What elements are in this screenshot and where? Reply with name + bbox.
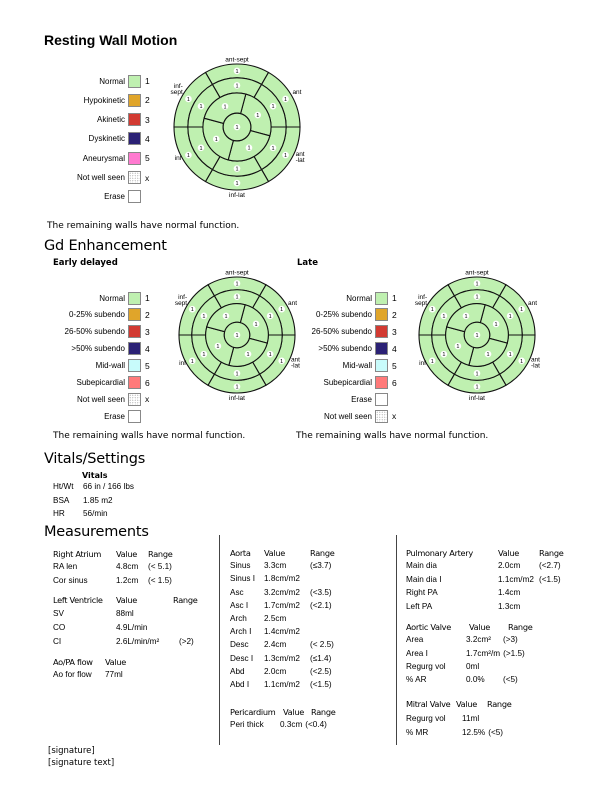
aorta-cell-5-0: Arch I [230,627,252,637]
color-swatch-akinetic[interactable] [128,113,141,126]
pulmonary_artery-header-1: Value [498,548,519,558]
pulmonary_artery-cell-0-2: (<2.7) [539,561,561,571]
legend-code: 1 [145,76,150,86]
segment-value: 1 [235,125,239,131]
color-swatch-26-50-subendo[interactable] [128,325,141,338]
segment-value: 1 [199,145,203,152]
segment-value: 1 [475,384,479,391]
legend-item-subepicardial[interactable] [45,375,150,391]
segment-value: 1 [442,352,446,359]
legend-code: x [145,172,150,183]
mitral_valve-cell-0-1: 11ml [462,713,480,723]
pulmonary_artery-cell-0-0: Main dia [406,561,437,571]
aorta-cell-7-0: Desc I [230,653,254,663]
legend-item-mid-wall[interactable] [292,358,397,374]
segment-value: 1 [235,371,239,378]
color-swatch-mid-wall[interactable] [128,359,141,372]
left_ventricle-header-1: Value [116,595,137,605]
vitals-label-hr: HR [53,509,65,518]
mitral_valve-cell-0-0: Regurg vol [406,713,446,723]
legend-code: 5 [145,153,150,164]
label-inf-lat: inf-lat [469,395,485,402]
aortic_valve-cell-2-0: Regurg vol [406,661,446,671]
legend-label: Mid-wall [95,361,125,371]
right_atrium-cell-1-1: 1.2cm [116,575,139,585]
legend-label: Normal [346,293,372,303]
aortic_valve-cell-1-0: Area I [406,648,428,658]
legend-item-not-well-seen[interactable] [45,391,149,407]
segment-value: 1 [520,358,524,365]
legend-label: 26-50% subendo [64,327,125,337]
mitral_valve-header-1: Value [456,699,477,709]
legend-label: 0-25% subendo [68,310,125,320]
aorta-cell-0-0: Sinus [230,561,251,571]
aorta-cell-1-0: Sinus I [230,574,256,584]
left_ventricle-cell-1-1: 4.9L/min [116,623,148,632]
aortic_valve-cell-0-1: 3.2cm² [466,635,492,645]
aorta-cell-3-0: Asc I [230,600,249,610]
segment-value: 1 [256,113,260,120]
legend-item-0-25-subendo[interactable] [292,307,397,323]
legend-code: 5 [145,360,150,371]
segment-value: 1 [199,104,203,111]
segment-value: 1 [284,96,288,103]
legend-code: 2 [145,95,150,106]
pulmonary_artery-cell-2-1: 1.4cm [498,588,521,598]
aorta-cell-6-2: (< 2.5) [310,640,334,650]
segment-value: 1 [235,166,239,173]
aorta-cell-1-1: 1.8cm/m2 [264,574,300,584]
color-swatch-0-25-subendo[interactable] [128,308,141,321]
segment-value: 1 [190,307,194,314]
legend-item-erase[interactable] [292,391,392,407]
color-swatch-normal[interactable] [375,292,388,305]
aortic_valve-header-1: Value [469,622,490,632]
color-swatch-0-25-subendo[interactable] [375,308,388,321]
segment-value: 1 [186,153,190,160]
pericardium-cell-0-2: (<0.4) [305,720,327,730]
vitals-value-hr: 56/min [83,509,108,518]
signature: [signature] [48,746,95,756]
legend-item-akinetic[interactable] [45,112,150,128]
aortic_valve-cell-1-1: 1.7cm²/m [466,648,501,658]
legend-item-aneurysmal[interactable] [45,150,150,166]
legend-item-dyskinetic[interactable] [45,131,150,147]
aorta-header-0: Aorta [230,548,251,558]
legend-code: 6 [145,377,150,388]
late-note: The remaining walls have normal function. [296,431,489,441]
label-ant-lat-2: -lat [530,362,540,370]
segment-value: 1 [190,358,194,365]
right_atrium-cell-1-2: (< 1.5) [148,575,172,585]
segment-value: 1 [235,281,239,288]
aorta-cell-7-1: 1.3cm/m2 [264,653,300,663]
aortic_valve-cell-3-1: 0.0% [466,675,485,685]
legend-code: x [392,411,397,422]
segment-value: 1 [235,181,239,188]
label-inf-sept-2: sept [174,300,188,308]
color-swatch-26-50-subendo[interactable] [375,325,388,338]
segment-value: 1 [235,68,239,75]
segment-value: 1 [280,358,284,365]
color-swatch-50-subendo[interactable] [128,342,141,355]
resting-wall-motion-title: Resting Wall Motion [44,32,178,48]
left_ventricle-cell-2-0: CI [53,637,62,646]
legend-label: >50% subendo [318,344,372,354]
color-swatch-erase[interactable] [375,393,388,406]
color-swatch-mid-wall[interactable] [375,359,388,372]
pulmonary_artery-cell-2-0: Right PA [406,588,438,598]
legend-code: 4 [145,343,150,354]
color-swatch-not-well-seen[interactable] [128,171,141,184]
right_atrium-cell-1-0: Cor sinus [53,575,88,585]
aorta-cell-4-0: Arch [230,614,247,623]
legend-item-0-25-subendo[interactable] [45,307,150,323]
segment-value: 1 [430,307,434,314]
aortic_valve-cell-3-0: % AR [406,675,427,685]
legend-code: 5 [392,360,397,371]
aorta-cell-8-0: Abd [230,666,245,676]
segment-value: 1 [442,313,446,320]
label-inf-lat: inf-lat [229,395,245,402]
pulmonary_artery-header-2: Range [539,548,564,558]
column-divider-1 [219,535,220,745]
aorta-cell-2-2: (<3.5) [310,587,332,597]
legend-label: Not well seen [76,394,125,404]
pericardium-header-2: Range [311,707,336,717]
aorta-cell-0-2: (≤3.7) [310,561,332,571]
legend-label: Erase [104,192,125,202]
label-ant-lat-2: -lat [290,362,300,370]
segment-value: 1 [223,104,227,111]
segment-value: 1 [475,371,479,378]
early-delayed-bullseye[interactable] [150,269,310,405]
color-swatch-normal[interactable] [128,292,141,305]
label-inf: inf [419,360,426,368]
segment-value: 1 [246,352,250,359]
aorta-cell-6-1: 2.4cm [264,640,287,650]
segment-value: 1 [520,307,524,314]
label-inf-sept-2: sept [170,88,183,96]
aortic_valve-cell-0-2: (>3) [503,635,518,645]
label-ant-lat-2: -lat [295,156,305,164]
color-swatch-subepicardial[interactable] [375,376,388,389]
pulmonary_artery-cell-3-1: 1.3cm [498,601,521,611]
legend-code: 2 [392,309,397,320]
segment-value: 1 [202,313,206,320]
segment-value: 1 [456,344,460,351]
legend-item-50-subendo[interactable] [45,341,150,357]
color-swatch-normal[interactable] [128,75,141,88]
label-ant-lat-1: ant [290,356,300,364]
left_ventricle-cell-2-1: 2.6L/min/m² [116,637,160,646]
ao_pa_flow-cell-0-1: 77ml [105,670,123,680]
aorta-cell-0-1: 3.3cm [264,561,287,571]
left_ventricle-cell-0-0: SV [53,609,64,618]
label-ant-lat-1: ant [530,356,540,364]
segment-value: 1 [235,384,239,391]
legend-label: Mid-wall [342,361,372,371]
color-swatch-not-well-seen[interactable] [128,393,141,406]
segment-value: 1 [235,333,239,339]
ao_pa_flow-header-1: Value [105,657,126,667]
legend-code: 2 [145,309,150,320]
aorta-cell-9-1: 1.1cm/m2 [264,680,300,689]
segment-value: 1 [280,307,284,314]
color-swatch-subepicardial[interactable] [128,376,141,389]
legend-code: 3 [145,114,150,125]
mitral_valve-header-2: Range [487,699,512,709]
pulmonary_artery-header-0: Pulmonary Artery [406,548,473,558]
aorta-cell-8-2: (<2.5) [310,666,332,676]
left_ventricle-cell-1-0: CO [53,623,66,632]
legend-label: Erase [104,411,125,421]
segment-value: 1 [247,145,251,152]
column-divider-2 [396,535,397,745]
legend-code: x [145,394,150,405]
mitral_valve-header-0: Mitral Valve [406,699,451,709]
segment-value: 1 [214,136,218,143]
legend-item-not-well-seen[interactable] [45,170,149,186]
label-ant: ant [288,299,298,307]
aorta-cell-9-0: Abd I [230,680,250,689]
pericardium-cell-0-1: 0.3cm [280,720,303,730]
segment-value: 1 [268,352,272,359]
late-title: Late [297,258,318,268]
aorta-header-2: Range [310,548,335,558]
legend-code: 1 [392,293,397,303]
legend-item-26-50-subendo[interactable] [45,324,150,340]
legend-item-26-50-subendo[interactable] [292,324,397,340]
left_ventricle-cell-0-1: 88ml [116,609,134,618]
label-ant-sept: ant-sept [465,269,489,277]
aorta-cell-8-1: 2.0cm [264,666,287,676]
legend-label: Normal [99,293,125,303]
segment-value: 1 [186,96,190,103]
legend-label: 0-25% subendo [315,310,372,320]
label-inf-lat: inf-lat [229,192,245,199]
right_atrium-header-1: Value [116,549,137,559]
mitral_valve-cell-1-1: 12.5% [462,728,486,737]
ao_pa_flow-header-0: Ao/PA flow [53,657,93,667]
vitals-label-bsa: BSA [53,495,70,505]
segment-value: 1 [254,321,258,328]
segment-value: 1 [284,153,288,160]
color-swatch-erase[interactable] [128,190,141,203]
label-ant-lat-1: ant [295,150,305,158]
signature-text: [signature text] [48,758,115,768]
right_atrium-header-0: Right Atrium [53,549,102,559]
late-bullseye[interactable] [390,269,550,405]
legend-code: 1 [145,293,150,303]
aorta-cell-6-0: Desc [230,640,249,650]
aorta-cell-9-2: (<1.5) [310,680,332,689]
segment-value: 1 [235,83,239,90]
vitals-title: Vitals/Settings [44,451,146,467]
legend-code: 4 [145,133,150,144]
measurements-title: Measurements [44,524,149,540]
label-inf-sept-2: sept [414,300,428,308]
pulmonary_artery-cell-1-0: Main dia I [406,574,442,584]
color-swatch-dyskinetic[interactable] [128,132,141,145]
resting-wall-motion-bullseye[interactable] [150,55,310,199]
pulmonary_artery-cell-3-0: Left PA [406,601,433,611]
right_atrium-cell-0-0: RA len [53,562,78,572]
segment-value: 1 [508,352,512,359]
segment-value: 1 [475,281,479,288]
label-inf-sept-1: inf- [418,294,428,302]
segment-value: 1 [268,313,272,320]
vitals-label-ht-wt: Ht/Wt [53,482,74,491]
legend-label: Erase [351,394,372,404]
legend-item-subepicardial[interactable] [292,375,397,391]
segment-value: 1 [494,321,498,328]
right_atrium-cell-0-1: 4.8cm [116,562,139,572]
legend-label: >50% subendo [71,344,125,354]
right_atrium-cell-0-2: (< 5.1) [148,562,172,572]
legend-item-mid-wall[interactable] [45,358,150,374]
color-swatch-erase[interactable] [128,410,141,423]
legend-item-normal[interactable] [45,290,150,306]
segment-value: 1 [224,313,228,320]
aorta-cell-2-1: 3.2cm/m2 [264,587,300,597]
legend-label: Hypokinetic [83,95,125,105]
aortic_valve-cell-0-0: Area [406,635,424,645]
resting-wall-motion-note: The remaining walls have normal function. [47,221,240,231]
aortic_valve-header-2: Range [508,622,533,632]
legend-label: Dyskinetic [88,134,125,144]
legend-code: 3 [145,326,150,337]
segment-value: 1 [464,313,468,320]
segment-value: 1 [271,145,275,152]
aorta-cell-4-1: 2.5cm [264,614,287,623]
legend-label: Not well seen [76,173,125,182]
legend-item-50-subendo[interactable] [292,341,397,357]
segment-value: 1 [486,352,490,359]
left_ventricle-cell-2-2: (>2) [179,637,194,646]
pulmonary_artery-cell-1-1: 1.1cm/m2 [498,574,534,584]
legend-label: Akinetic [96,115,125,125]
segment-value: 1 [271,104,275,111]
vitals-subtitle: Vitals [82,471,108,480]
left_ventricle-header-0: Left Ventricle [53,595,103,605]
label-inf: inf [174,154,182,162]
legend-code: 3 [392,326,397,337]
aorta-cell-3-1: 1.7cm/m2 [264,600,300,610]
ao_pa_flow-cell-0-0: Ao for flow [53,670,92,680]
color-swatch-aneurysmal[interactable] [128,152,141,165]
legend-item-normal[interactable] [45,73,150,89]
segment-value: 1 [508,313,512,320]
segment-value: 1 [475,333,479,339]
label-ant-sept: ant-sept [225,269,249,277]
color-swatch-hypokinetic[interactable] [128,94,141,107]
aorta-header-1: Value [264,548,285,558]
legend-item-erase[interactable] [45,189,145,205]
segment-value: 1 [216,344,220,351]
legend-item-erase[interactable] [45,408,145,424]
legend-code: 6 [392,377,397,388]
aortic_valve-header-0: Aortic Valve [406,622,451,632]
legend-label: Aneurysmal [82,153,125,163]
legend-item-not-well-seen[interactable] [292,408,396,424]
label-ant: ant [528,299,538,307]
legend-label: Subepicardial [323,378,372,387]
mitral_valve-cell-1-2: (<5) [488,728,504,737]
segment-value: 1 [235,294,239,301]
label-inf: inf [179,360,186,368]
aorta-cell-7-2: (≤1.4) [310,653,332,663]
pulmonary_artery-cell-0-1: 2.0cm [498,561,521,571]
aorta-cell-2-0: Asc [230,587,244,597]
vitals-value-bsa: 1.85 m2 [83,495,113,505]
legend-item-hypokinetic[interactable] [45,92,150,108]
aortic_valve-cell-2-1: 0ml [466,661,480,671]
aortic_valve-cell-1-2: (>1.5) [503,648,525,658]
legend-code: 4 [392,343,397,354]
legend-label: 26-50% subendo [311,327,372,337]
pulmonary_artery-cell-1-2: (<1.5) [539,574,561,584]
vitals-value-ht-wt: 66 in / 166 lbs [83,482,134,491]
early-delayed-title: Early delayed [53,258,118,268]
left_ventricle-header-2: Range [173,595,198,605]
label-inf-sept-1: inf- [178,294,188,302]
segment-value: 1 [202,352,206,359]
legend-label: Not well seen [323,411,372,421]
color-swatch-not-well-seen[interactable] [375,410,388,423]
segment-value: 1 [430,358,434,365]
legend-item-normal[interactable] [292,290,397,306]
legend-label: Normal [99,76,125,86]
label-ant: ant [292,89,302,97]
label-ant-sept: ant-sept [225,56,249,64]
aorta-cell-3-2: (<2.1) [310,600,332,610]
segment-value: 1 [475,294,479,301]
legend-label: Subepicardial [76,378,125,387]
aortic_valve-cell-3-2: (<5) [503,675,518,685]
right_atrium-header-2: Range [148,549,173,559]
aorta-cell-5-1: 1.4cm/m2 [264,627,300,637]
gd-enhancement-title: Gd Enhancement [44,238,167,254]
color-swatch-50-subendo[interactable] [375,342,388,355]
label-inf-sept-1: inf- [173,82,183,90]
pericardium-header-0: Pericardium [230,707,276,717]
pericardium-cell-0-0: Peri thick [230,720,264,730]
pericardium-header-1: Value [283,707,304,717]
early-delayed-note: The remaining walls have normal function. [53,431,246,441]
mitral_valve-cell-1-0: % MR [406,728,429,737]
